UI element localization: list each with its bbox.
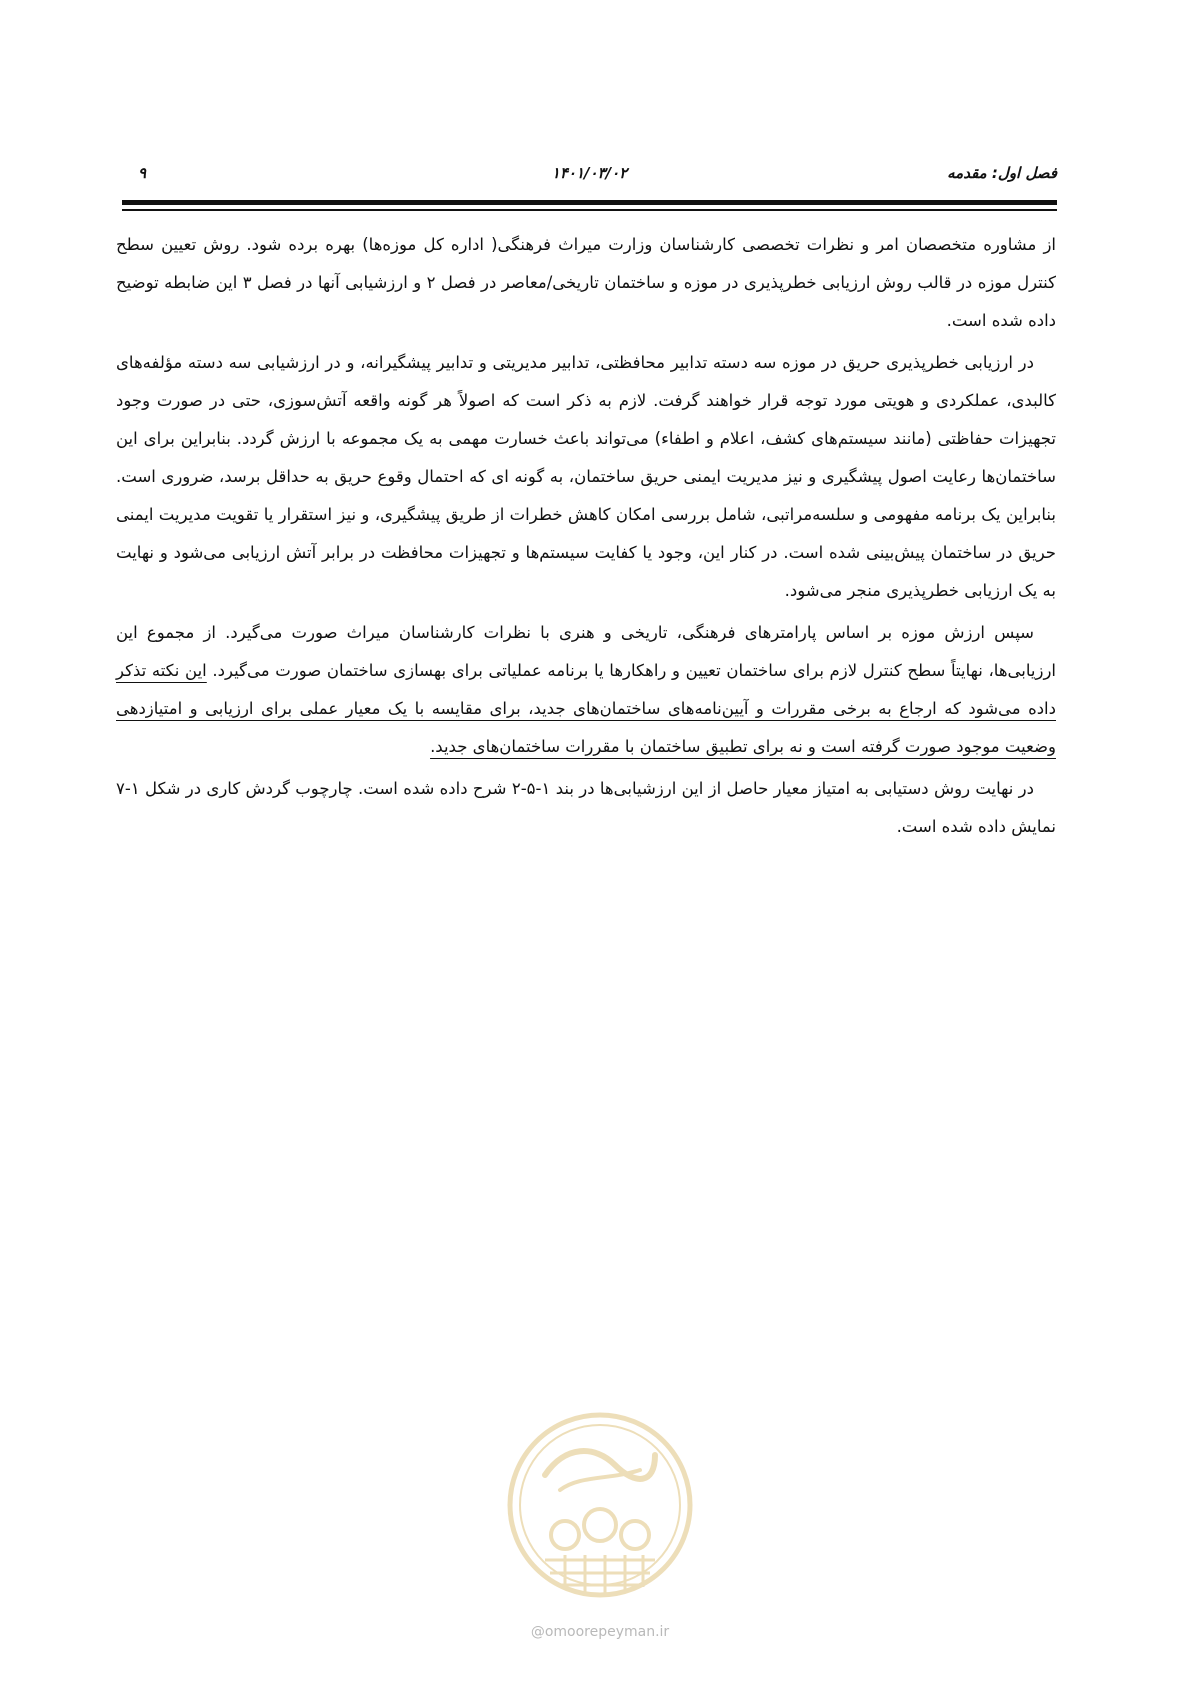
header-rule-thick	[122, 200, 1057, 205]
paragraph-2: در ارزیابی خطرپذیری حریق در موزه سه دسته تدابیر محافظتی، تدابیر مدیریتی و تدابیر پیشگیرانه، و در ارزشیابی سه دسته مؤلفه‌های کالبدی، عملکردی و هویتی مورد توجه قرار خواهند گرفت. لازم به ذکر است که اصولاً هر گونه واقعه آتش‌سوزی، حتی در صورت وجود تجهیزات حفاظتی (مانند سیستم‌های کشف، اعلام و اطفاء) می‌تواند باعث خسارت مهمی به یک مجموعه با ارزش گردد. بنابراین برای این ساختمان‌ها رعایت اصول پیشگیری و نیز مدیریت ایمنی حریق ساختمان، به گونه ای که احتمال وقوع حریق به حداقل برسد، ضروری است. بنابراین یک برنامه مفهومی و سلسه‌مراتبی، شامل بررسی امکان کاهش خطرات از طریق پیشگیری، و نیز استقرار یا تقویت مدیریت ایمنی حریق در ساختمان پیش‌بینی شده است. در کنار این، وجود یا کفایت سیستم‌ها و تجهیزات محافظت در برابر آتش ارزیابی می‌شود و نهایت به یک ارزیابی خطرپذیری منجر می‌شود.	[116, 353, 1056, 600]
paragraph-3-underlined-note: این نکته تذکر داده می‌شود که ارجاع به برخی مقررات و آیین‌نامه‌های ساختمان‌های جدید، برای مقایسه با یک معیار عملی برای ارزیابی و امتیازدهی وضعیت موجود صورت گرفته است و نه برای تطبیق ساختمان با مقررات ساختمان‌های جدید.	[116, 661, 1056, 756]
page-number: ۹	[138, 164, 147, 182]
chapter-title: فصل اول: مقدمه	[947, 164, 1057, 182]
header-date: ۱۴۰۱/۰۳/۰۲	[551, 164, 628, 182]
page-header	[122, 160, 1057, 190]
watermark-url: @omoorepeyman.ir	[530, 1624, 670, 1640]
paragraph-3	[116, 614, 1056, 766]
paragraph-3-text: سپس ارزش موزه بر اساس پارامترهای فرهنگی، تاریخی و هنری با نظرات کارشناسان میراث صورت می‌گیرد. از مجموع این ارزیابی‌ها، نهایتاً سطح کنترل لازم برای ساختمان تعیین و راهکارها یا برنامه عملیاتی برای بهسازی ساختمان صورت می‌گیرد.	[116, 623, 1056, 680]
paragraph-1: از مشاوره متخصصان امر و نظرات تخصصی کارشناسان وزارت میراث فرهنگی( اداره کل موزه‌ها) بهره برده شود. روش تعیین سطح کنترل موزه در قالب روش ارزیابی خطرپذیری در موزه و ساختمان تاریخی/معاصر در فصل ۲ و ارزشیابی آنها در فصل ۳ این ضابطه توضیح داده شده است.	[116, 235, 1056, 330]
paragraph-4: در نهایت روش دستیابی به امتیاز معیار حاصل از این ارزشیابی‌ها در بند ۱-۵-۲ شرح داده شده است. چارچوب گردش کاری در شکل ۱-۷ نمایش داده شده است.	[116, 779, 1056, 836]
body-text	[116, 226, 1056, 850]
watermark-logo	[505, 1405, 695, 1615]
header-rule-thin	[122, 209, 1057, 211]
